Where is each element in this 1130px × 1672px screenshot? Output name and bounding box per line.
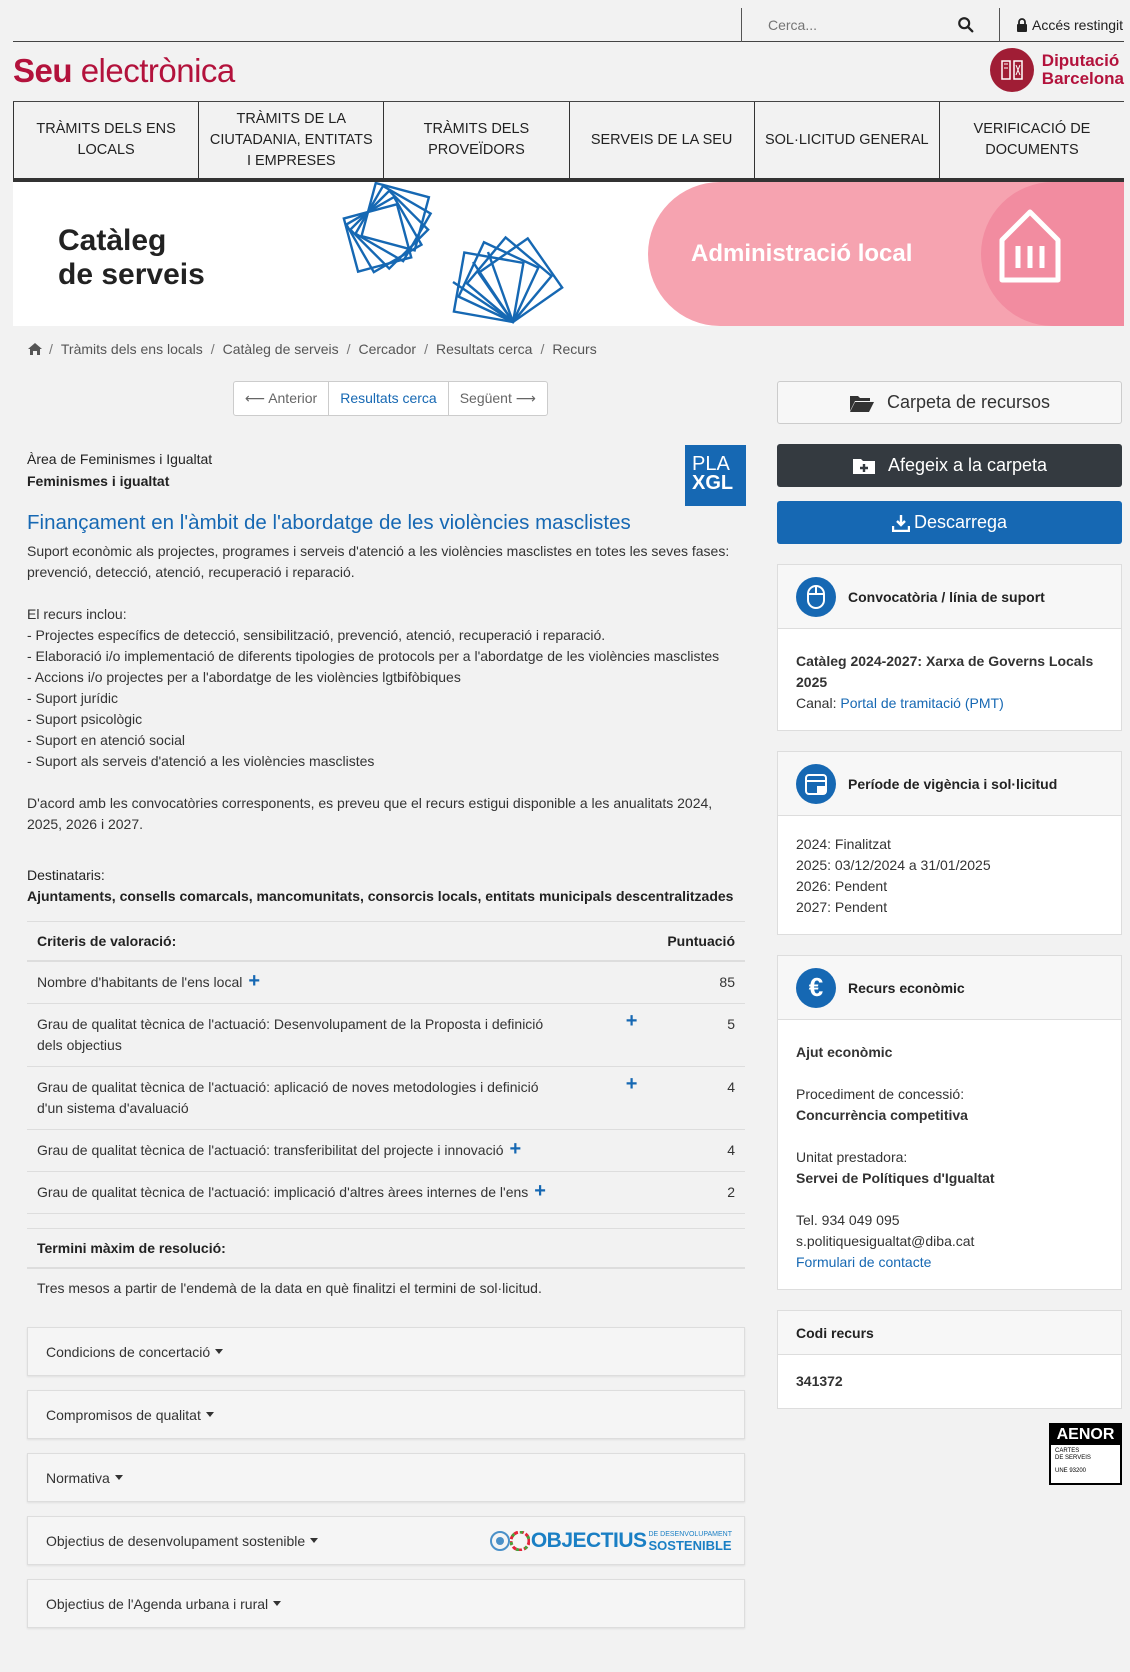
folder-plus-icon [852,457,876,475]
caret-down-icon [273,1601,281,1606]
logo-bold: Seu [13,52,73,89]
period-line: 2024: Finalitzat [796,836,891,852]
main-nav [13,102,1124,182]
phone: Tel. 934 049 095 [796,1212,900,1228]
banner-section: Administració local [691,240,913,267]
economic-card-header: € Recurs econòmic [778,956,1121,1020]
sidebar [777,381,1122,1485]
brand-row [13,42,1124,102]
calendar-icon [796,764,836,804]
building-icon [998,206,1062,286]
banner-title: Catàleg de serveis [58,224,205,291]
period-line: 2027: Pendent [796,899,888,915]
area-label: Àrea de Feminismes i Igualtat [27,451,213,467]
plaxgl-badge: PLA XGL [685,445,746,506]
restricted-access-link[interactable] [999,8,1126,42]
expand-plus-icon[interactable]: + [534,1180,546,1202]
breadcrumb: / Tràmits dels ens locals / Catàleg de serveis / Cercador / Resultats cerca / Recurs [27,341,603,357]
criteria-table [27,921,745,1214]
description [27,541,745,835]
include-item: - Accions i/o projectes per a l'abordatge de les violències lgtbifòbiques [27,669,461,685]
include-item: - Elaboració i/o implementació de diferents tipologies de protocols per a l'abordatge de les violències masclistes [27,648,720,664]
table-row: Grau de qualitat tècnica de l'actuació: transferibilitat del projecte i innovació + 4 [27,1130,745,1172]
include-item: - Suport en atenció social [27,732,185,748]
code-value: 341372 [796,1373,843,1389]
un-emblem-icon [490,1531,510,1551]
nav-item-verification[interactable]: VERIFICACIÓ DE DOCUMENTS [973,121,1091,158]
economic-type: Ajut econòmic [796,1044,893,1060]
banner-illustration [313,182,593,326]
crumb-resource: Recurs [552,341,597,357]
channel-link[interactable]: Portal de tramitació (PMT) [840,695,1004,711]
table-row: Grau de qualitat tècnica de l'actuació: implicació d'altres àrees internes de l'ens + 2 [27,1172,745,1214]
search-box[interactable] [741,8,999,42]
recipients-value: Ajuntaments, consells comarcals, mancomunitats, consorcis locals, entitats municipals descentralitzades [27,888,734,904]
code-card [777,1310,1122,1409]
availability: D'acord amb les convocatòries corresponents, es preveu que el recurs estigui disponible a les anualitats 2024, 2025, 2026 i 2027. [27,795,713,832]
caret-down-icon [310,1538,318,1543]
site-logo[interactable] [13,52,235,90]
sdg-wheel-icon [510,1531,530,1551]
includes-title: El recurs inclou: [27,606,127,622]
aenor-badge: AENOR CARTES DE SERVEIS UNE 93200 [1049,1423,1122,1485]
caret-down-icon [115,1475,123,1480]
diputacio-logo[interactable] [990,48,1124,92]
expand-plus-icon[interactable]: + [625,1010,638,1032]
download-button[interactable]: Descarrega [777,501,1122,544]
crumb-search[interactable]: Cercador [358,341,417,357]
sdg-logo: OBJECTIUS DE DESENVOLUPAMENT SOSTENIBLE [490,1529,732,1553]
logo-light: electrònica [72,52,235,89]
economic-card [777,955,1122,1290]
main-content [27,448,745,1628]
sdg-logo-text: OBJECTIUS [530,1529,647,1552]
expand-plus-icon[interactable]: + [248,970,261,992]
unit-value: Servei de Polítiques d'Igualtat [796,1170,995,1186]
mouse-icon [796,577,836,617]
access-label: Accés restingit [1032,17,1124,33]
results-button[interactable]: Resultats cerca [329,382,448,415]
recipients [27,865,745,907]
nav-item-local[interactable]: TRÀMITS DELS ENS LOCALS [13,102,199,178]
prev-button[interactable]: ⟵ Anterior [234,382,329,415]
expand-plus-icon[interactable]: + [625,1073,638,1095]
period-line: 2025: 03/12/2024 a 31/01/2025 [796,857,991,873]
home-icon[interactable] [27,342,43,356]
lock-icon [1016,18,1028,32]
call-name: Catàleg 2024-2027: Xarxa de Governs Locals 2025 [796,653,1094,690]
recipients-label: Destinataris: [27,867,105,883]
page-title: Finançament en l'àmbit de l'abordatge de les violències masclistes [27,511,631,534]
search-input[interactable] [768,17,958,33]
call-card [777,564,1122,731]
accordion-conditions[interactable]: Condicions de concertació [27,1327,745,1376]
search-icon[interactable] [957,16,975,34]
crumb-catalog[interactable]: Catàleg de serveis [222,341,339,357]
pager [233,381,548,416]
accordion-regulations[interactable]: Normativa [27,1453,745,1502]
area-block [27,448,745,492]
table-row: Nombre d'habitants de l'ens local + 85 [27,961,745,1004]
criteria-header: Criteris de valoració: [27,922,647,962]
period-card-header: Període de vigència i sol·licitud [778,752,1121,816]
crumb-results[interactable]: Resultats cerca [435,341,533,357]
contact-form-link[interactable]: Formulari de contacte [796,1254,932,1270]
procedure-label: Procediment de concessió: [796,1086,965,1102]
table-row: Grau de qualitat tècnica de l'actuació: aplicació de noves metodologies i definició d'un sistema d'avaluació + 4 [27,1067,745,1130]
resolution-block [27,1228,745,1307]
next-button[interactable]: Següent ⟶ [459,390,536,406]
accordion-urban-agenda[interactable]: Objectius de l'Agenda urbana i rural [27,1579,745,1628]
nav-item-citizens[interactable]: TRÀMITS DE LA CIUTADANIA, ENTITATS I EMPRESES [199,102,384,178]
top-bar [13,0,1124,42]
description-intro: Suport econòmic als projectes, programes i serveis d'atenció a les violències masclistes en totes les seves fases: prevenció, detecció, atenció, recuperació i reparació. [27,543,730,580]
code-card-header: Codi recurs [778,1311,1121,1355]
download-icon [892,514,910,532]
nav-item-services[interactable]: SERVEIS DE LA SEU [570,102,755,178]
org-line1: Diputació [1041,51,1120,70]
table-row: Grau de qualitat tècnica de l'actuació: Desenvolupament de la Proposta i definició dels objectius + 5 [27,1004,745,1067]
seal-icon [990,48,1034,92]
page [13,0,1124,326]
nav-item-suppliers[interactable]: TRÀMITS DELS PROVEÏDORS [384,102,569,178]
expand-plus-icon[interactable]: + [509,1138,522,1160]
accordion-quality[interactable]: Compromisos de qualitat [27,1390,745,1439]
banner [13,182,1124,326]
add-to-folder-button[interactable]: Afegeix a la carpeta [777,444,1122,487]
nav-item-general-request[interactable]: SOL·LICITUD GENERAL [755,102,940,178]
channel-label: Canal: [796,695,841,711]
include-item: - Projectes específics de detecció, sensibilització, prevenció, atenció, recuperació i reparació. [27,627,606,643]
include-item: - Suport jurídic [27,690,119,706]
email: s.politiquesigualtat@diba.cat [796,1233,975,1249]
resources-folder-button[interactable]: Carpeta de recursos [777,381,1122,424]
period-line: 2026: Pendent [796,878,888,894]
resolution-value: Tres mesos a partir de l'endemà de la data en què finalitzi el termini de sol·licitud. [37,1280,542,1296]
resolution-label: Termini màxim de resolució: [27,1229,745,1269]
score-header: Puntuació [647,922,745,962]
procedure-value: Concurrència competitiva [796,1107,968,1123]
period-card [777,751,1122,935]
unit-label: Unitat prestadora: [796,1149,908,1165]
org-line2: Barcelona [1041,69,1124,88]
accordion-sdg[interactable]: Objectius de desenvolupament sostenible OBJECTIUS DE DESENVOLUPAMENT SOSTENIBLE [27,1516,745,1565]
folder-open-icon [849,393,875,413]
caret-down-icon [206,1412,214,1417]
caret-down-icon [215,1349,223,1354]
euro-icon: € [796,968,836,1008]
include-item: - Suport als serveis d'atenció a les violències masclistes [27,753,375,769]
call-card-header: Convocatòria / línia de suport [778,565,1121,629]
include-item: - Suport psicològic [27,711,143,727]
crumb-local[interactable]: Tràmits dels ens locals [60,341,203,357]
area-name: Feminismes i igualtat [27,473,170,489]
